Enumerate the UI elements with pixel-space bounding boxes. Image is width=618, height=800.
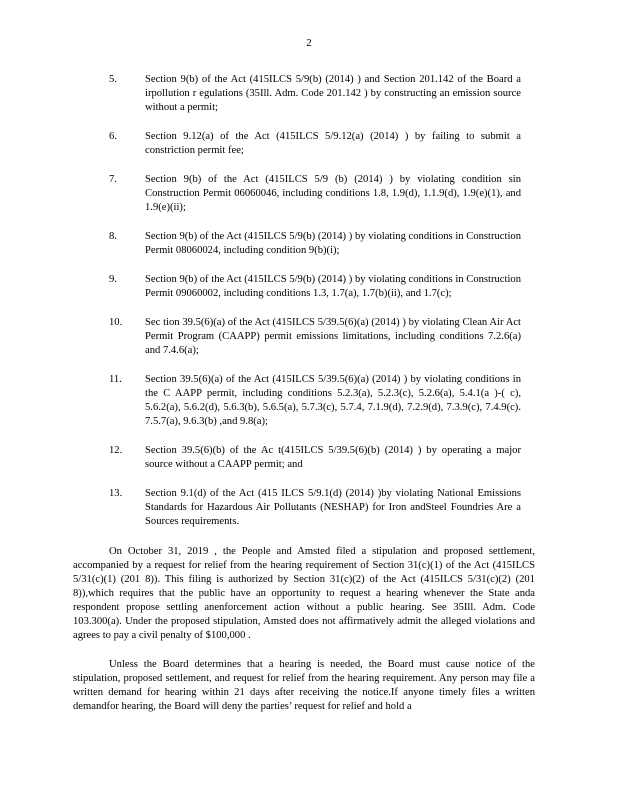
item-text: Sec tion 39.5(6)(a) of the Act (415ILCS 5/39.5(6)(a) (2014) ) by violating Clean Air Act Permit Program (CAAPP) permit emissions limitations, including conditions 7.2.6(a) and 7.4.6(a); [145,317,521,356]
violations-list [109,73,521,544]
item-number: 12. [109,445,123,456]
list-item [109,487,521,529]
item-text: Section 9(b) of the Act (415ILCS 5/9(b) (2014) ) by violating conditions in Construction Permit 09060002, including conditions 1.3, 1.7(a), 1.7(b)(ii), and 1.7(c); [145,274,521,299]
item-number: 9. [109,274,117,285]
list-item [109,73,521,115]
item-number: 11. [109,374,122,385]
list-item [109,273,521,301]
item-text: Section 9(b) of the Act (415ILCS 5/9(b) (2014) ) by violating conditions in Construction Permit 08060024, including condition 9(b)(i); [145,231,521,256]
item-text: Section 39.5(6)(b) of the Ac t(415ILCS 5/39.5(6)(b) (2014) ) by operating a major source without a CAAPP permit; and [145,445,521,470]
list-item [109,130,521,158]
item-text: Section 9(b) of the Act (415ILCS 5/9 (b) (2014) ) by violating condition sin Construction Permit 06060046, including conditions 1.8, 1.9(d), 1.1.9(d), 1.9(e)(1), and 1.9(e)(ii); [145,174,521,213]
list-item [109,173,521,215]
list-item [109,373,521,429]
list-item [109,444,521,472]
list-item [109,230,521,258]
item-number: 6. [109,131,117,142]
item-number: 5. [109,74,117,85]
item-number: 10. [109,317,123,328]
item-number: 8. [109,231,117,242]
item-text: Section 39.5(6)(a) of the Act (415ILCS 5/39.5(6)(a) (2014) ) by violating conditions in the C AAPP permit, including conditions 5.2.3(a), 5.2.3(c), 5.2.6(a), 5.4.1(a )-( c), 5.6.2(a), 5.6.2(d), 5.6.3(b), 5.6.5(a), 5.7.3(c), 5.7.4, 7.1.9(d), 7.2.9(d), 7.3.9(c), 7.4.9(c). 7.5.7(a), 9.6.3(b) ,and 9.8(a); [145,374,521,427]
settlement-paragraph: On October 31, 2019 , the People and Amsted filed a stipulation and proposed settlement, accompanied by a request for relief from the hearing requirement of Section 31(c)(1) of the Act (415ILCS 5/31(c)(1) (201 8)). This filing is authorized by Section 31(c)(2) of the Act (415ILCS 5/31(c)(2) (201 8)),which requires that the public have an opportunity to request a hearing whenever the State anda respondent propose settling anenforcement action without a public hearing. See 35Ill. Adm. Code 103.300(a). Under the proposed stipulation, Amsted does not affirmatively admit the alleged violations and agrees to pay a civil penalty of $100,000 . [73,546,535,641]
item-number: 7. [109,174,117,185]
item-text: Section 9.12(a) of the Act (415ILCS 5/9.12(a) (2014) ) by failing to submit a constriction permit fee; [145,131,521,156]
item-number: 13. [109,488,123,499]
hearing-paragraph: Unless the Board determines that a hearing is needed, the Board must cause notice of the stipulation, proposed settlement, and request for relief from the hearing requirement. Any person may file a written demand for hearing within 21 days after receiving the notice.If anyone timely files a written demandfor hearing, the Board will deny the parties’ request for relief and hold a [73,659,535,712]
list-item [109,316,521,358]
item-text: Section 9.1(d) of the Act (415 ILCS 5/9.1(d) (2014) )by violating National Emissions Standards for Hazardous Air Pollutants (NESHAP) for Iron andSteel Foundries Are a Sources requirements. [145,488,521,527]
page-number: 2 [306,37,312,49]
item-text: Section 9(b) of the Act (415ILCS 5/9(b) (2014) ) and Section 201.142 of the Board a irpollution r egulations (35Ill. Adm. Code 201.142 ) by constructing an emission source without a permit; [145,74,521,113]
